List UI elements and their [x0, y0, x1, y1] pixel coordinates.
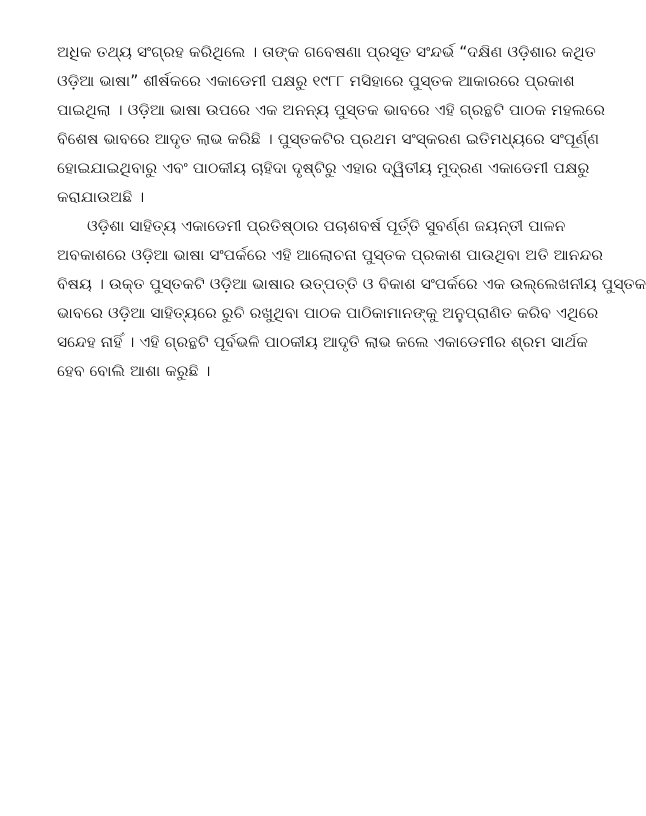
paragraph-2	[57, 212, 646, 386]
text-line: କରାଯାଉଅଛି ।	[57, 188, 145, 206]
text-line: ଅବକାଶରେ ଓଡ଼ିଆ ଭାଷା ସଂପର୍କରେ ଏହି ଆଲୋଚନା ପୁସ୍ତକ ପ୍ରକାଶ ପାଉଥିବା ଅତି ଆନନ୍ଦର	[57, 246, 604, 264]
text-line: ବିଷୟ । ଉକ୍ତ ପୁସ୍ତକଟି ଓଡ଼ିଆ ଭାଷାର ଉତ୍ପତ୍ତି ଓ ବିକାଶ ସଂପର୍କରେ ଏକ ଉଲ୍ଲେଖନୀୟ ପୁସ୍ତକ	[57, 275, 646, 293]
text-line: ସନ୍ଦେହ ନାହିଁ । ଏହି ଗ୍ରନ୍ଥଟି ପୂର୍ବଭଳି ପାଠକୀୟ ଆଦୃତି ଲାଭ କଲେ ଏକାଡେମୀର ଶ୍ରମ ସାର୍ଥକ	[57, 333, 588, 351]
text-line: ପାଇଥିଲା । ଓଡ଼ିଆ ଭାଷା ଉପରେ ଏକ ଅନନ୍ୟ ପୁସ୍ତକ ଭାବରେ ଏହି ଗ୍ରନ୍ଥଟି ପାଠକ ମହଲରେ	[57, 101, 606, 119]
body-text	[57, 38, 646, 386]
paragraph-1	[57, 38, 606, 212]
text-line: ଅଧିକ ତଥ୍ୟ ସଂଗ୍ରହ କରିଥିଲେ । ତାଙ୍କ ଗବେଷଣା ପ୍ରସୂତ ସଂନ୍ଦର୍ଭ “ଦକ୍ଷିଣ ଓଡ଼ିଶାର କଥିତ	[57, 43, 596, 61]
text-line: ଓଡ଼ିଆ ଭାଷା” ଶୀର୍ଷକରେ ଏକାଡେମୀ ପକ୍ଷରୁ ୧୯୮୮ ମସିହାରେ ପୁସ୍ତକ ଆକାରରେ ପ୍ରକାଶ	[57, 72, 575, 90]
text-line: ଓଡ଼ିଶା ସାହିତ୍ୟ ଏକାଡେମୀ ପ୍ରତିଷ୍ଠାର ପଚାଶବର୍ଷ ପୂର୍ତ୍ତି ସୁବର୍ଣ୍ଣ ଜୟନ୍ତୀ ପାଳନ	[87, 217, 566, 235]
text-line: ହୋଇଯାଇଥିବାରୁ ଏବଂ ପାଠକୀୟ ଚାହିଦା ଦୃଷ୍ଟିରୁ ଏହାର ଦ୍ୱିତୀୟ ମୁଦ୍ରଣ ଏକାଡେମୀ ପକ୍ଷରୁ	[57, 159, 590, 177]
text-line: ଭାବରେ ଓଡ଼ିଆ ସାହିତ୍ୟରେ ରୁଚି ରଖୁଥିବା ପାଠକ ପାଠିକାମାନଙ୍କୁ ଅନୁପ୍ରାଣିତ କରିବ ଏଥିରେ	[57, 304, 599, 322]
text-line: ହେବ ବୋଲି ଆଶା କରୁଛି ।	[57, 362, 211, 380]
text-line: ବିଶେଷ ଭାବରେ ଆଦୃତ ଲାଭ କରିଛି । ପୁସ୍ତକଟିର ପ୍ରଥମ ସଂସ୍କରଣ ଇତିମଧ୍ୟରେ ସଂପୂର୍ଣ୍ଣ	[57, 130, 600, 148]
